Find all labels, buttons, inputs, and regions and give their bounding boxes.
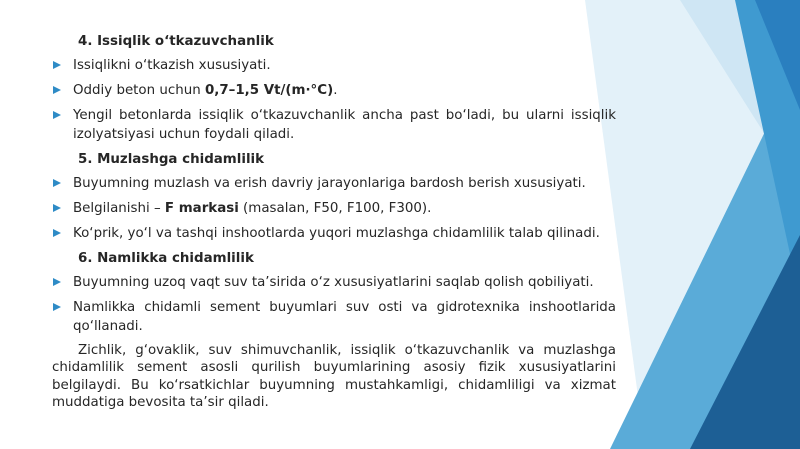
conclusion-paragraph: Zichlik, g‘ovaklik, suv shimuvchanlik, issiqlik o‘tkazuvchanlik va muzlashga chidamlilik sement asosli qurilish buyumlarining asosiy fizik xususiyatlarini belgilaydi. Bu ko‘rsatkichlar buyumning mustahkamligi, chidamliligi va xizmat muddatiga bevosita ta’sir qiladi.: [52, 343, 616, 411]
bullet-triangle-icon: [53, 86, 61, 94]
bullet-triangle-icon: [53, 278, 61, 286]
slide-content: [52, 28, 616, 412]
bullet-triangle-icon: [53, 229, 61, 237]
bullet-item: Oddiy beton uchun 0,7–1,5 Vt/(m·°C).: [52, 81, 616, 100]
bullet-triangle-icon: [53, 303, 61, 311]
bullet-triangle-icon: [53, 111, 61, 119]
section-heading-moisture: 6. Namlikka chidamlilik: [78, 251, 254, 266]
bullet-item: Buyumning uzoq vaqt suv ta’sirida o‘z xususiyatlarini saqlab qolish qobiliyati.: [52, 273, 616, 292]
bullet-triangle-icon: [53, 204, 61, 212]
section-heading-frost: 5. Muzlashga chidamlilik: [78, 152, 265, 167]
section-heading-thermal: 4. Issiqlik o‘tkazuvchanlik: [78, 34, 274, 49]
bullet-item: Ko‘prik, yo‘l va tashqi inshootlarda yuqori muzlashga chidamlilik talab qilinadi.: [52, 224, 616, 243]
bullet-item: Buyumning muzlash va erish davriy jarayonlariga bardosh berish xususiyati.: [52, 174, 616, 193]
bullet-item: Yengil betonlarda issiqlik o‘tkazuvchanlik ancha past bo‘ladi, bu ularni issiqlik izolyatsiyasi uchun foydali qiladi.: [52, 106, 616, 144]
bullet-item: Issiqlikni o‘tkazish xususiyati.: [52, 56, 616, 75]
bullet-triangle-icon: [53, 179, 61, 187]
bullet-item: Belgilanishi – F markasi (masalan, F50, F100, F300).: [52, 199, 616, 218]
bullet-item: Namlikka chidamli sement buyumlari suv osti va gidrotexnika inshootlarida qo‘llanadi.: [52, 298, 616, 336]
bullet-triangle-icon: [53, 61, 61, 69]
